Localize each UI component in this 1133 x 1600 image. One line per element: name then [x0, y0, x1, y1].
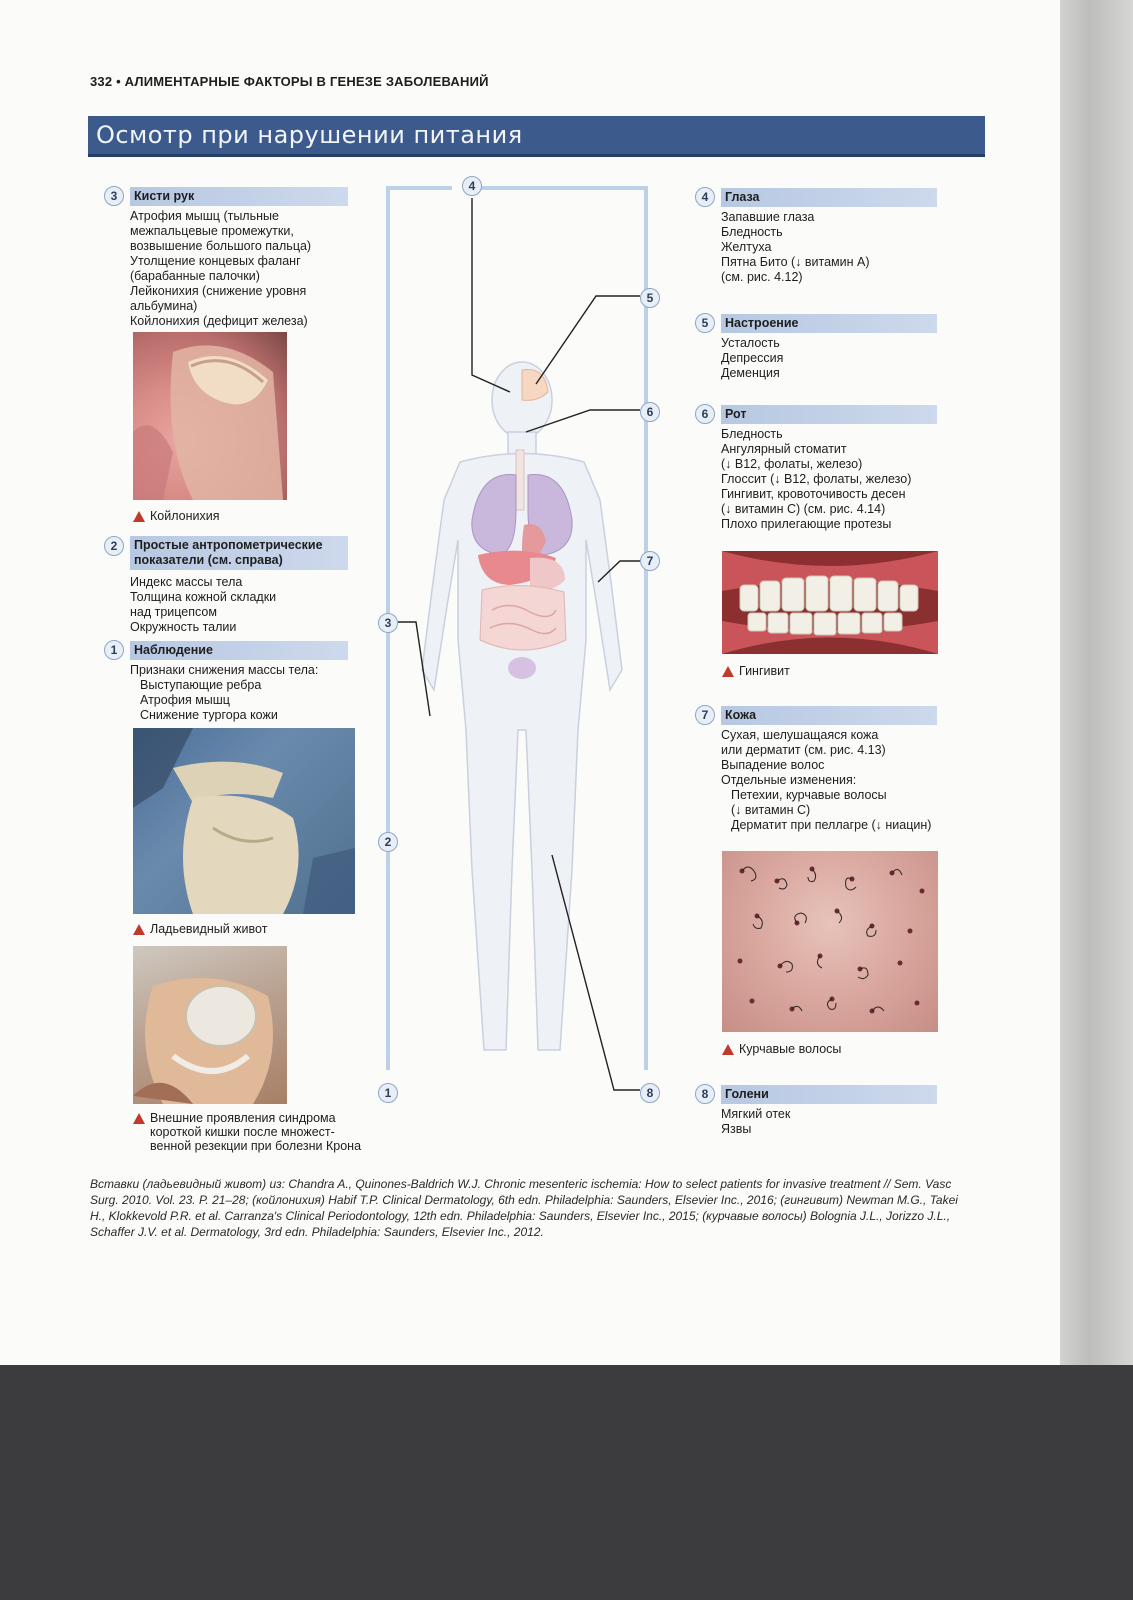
caption-scaphoid-abdomen: Ладьевидный живот	[133, 922, 267, 936]
diagram-marker-5: 5	[640, 288, 660, 308]
photo-curly-hair	[722, 851, 938, 1032]
section-heading: Голени	[721, 1085, 937, 1104]
section-observation	[104, 640, 348, 723]
list-item: Окружность талии	[130, 620, 237, 634]
caption-marker-icon	[133, 511, 145, 522]
teeth-illustration	[722, 551, 938, 654]
list-item: Признаки снижения массы тела:	[130, 663, 319, 677]
list-item: возвышение большого пальца)	[130, 239, 312, 253]
list-item: (барабанные палочки)	[130, 269, 260, 283]
marker-1: 1	[104, 640, 124, 660]
photo-short-bowel	[133, 946, 287, 1104]
section-mouth	[695, 404, 937, 532]
section-heading: Кисти рук	[130, 187, 348, 206]
hair-illustration	[722, 851, 938, 1032]
list-item: Мягкий отек	[721, 1107, 791, 1121]
list-item: Язвы	[721, 1122, 752, 1136]
photo-gingivitis	[722, 551, 938, 654]
section-anthropometry	[104, 536, 348, 635]
diagram-marker-6: 6	[640, 402, 660, 422]
list-item: Глоссит (↓ B12, фолаты, железо)	[721, 472, 912, 486]
image-credits: Вставки (ладьевидный живот) из: Chandra A., Quinones-Baldrich W.J. Chronic mesenteric ischemia: How to select patients for invasive treatment // Sem. Vasc Surg. 2010. Vol. 23. P. 21–28; (койлонихия) Habif T.P. Clinical Dermatology, 6th edn. Philadelphia: Saunders, Elsevier Inc., 2016; (гингивит) Newman M.G., Takei H., Klokkevold P.R. et al. Carranza's Clinical Periodontology, 12th edn. Philadelphia: Saunders, Elsevier Inc., 2015; (курчавые волосы) Bolognia J.L., Jorizzo J.L., Schaffer J.V. et al. Dermatology, 3rd edn. Philadelphia: Saunders, Elsevier Inc., 2012.	[90, 1177, 958, 1239]
list-item: Депрессия	[721, 351, 784, 365]
caption-marker-icon	[133, 1113, 145, 1124]
list-item: Запавшие глаза	[721, 210, 815, 224]
list-item: над трицепсом	[130, 605, 217, 619]
section-skin	[695, 705, 953, 833]
marker-3: 3	[104, 186, 124, 206]
caption-gingivitis: Гингивит	[722, 664, 790, 678]
list-item: Атрофия мышц (тыльные	[130, 209, 279, 223]
item-list	[104, 663, 348, 723]
body-diagram	[360, 170, 700, 1110]
list-item: Выступающие ребра	[140, 678, 262, 692]
list-item: Выпадение волос	[721, 758, 825, 772]
list-item: Койлонихия (дефицит железа)	[130, 314, 308, 328]
diagram-marker-2: 2	[378, 832, 398, 852]
list-item: Отдельные изменения:	[721, 773, 857, 787]
scan-background	[0, 1365, 1133, 1600]
item-list	[695, 336, 937, 381]
diagram-marker-8: 8	[640, 1083, 660, 1103]
marker-2: 2	[104, 536, 124, 556]
list-item: (↓ витамин С) (см. рис. 4.14)	[721, 502, 886, 516]
section-hands	[104, 186, 348, 329]
section-heading: Глаза	[721, 188, 937, 207]
caption-curly-hair: Курчавые волосы	[722, 1042, 841, 1056]
section-heading: Настроение	[721, 314, 937, 333]
caption-marker-icon	[722, 1044, 734, 1055]
marker-4: 4	[695, 187, 715, 207]
list-item: Петехии, курчавые волосы	[731, 788, 887, 802]
diagram-marker-1: 1	[378, 1083, 398, 1103]
section-heading: Наблюдение	[130, 641, 348, 660]
item-list	[695, 210, 937, 285]
list-item: (см. рис. 4.12)	[721, 270, 803, 284]
list-item: Гингивит, кровоточивость десен	[721, 487, 906, 501]
list-item: Утолщение концевых фаланг	[130, 254, 301, 268]
caption-marker-icon	[722, 666, 734, 677]
list-item: Плохо прилегающие протезы	[721, 517, 892, 531]
list-item: Деменция	[721, 366, 780, 380]
list-item: Желтуха	[721, 240, 772, 254]
body-figure	[360, 170, 700, 1110]
running-head: 332 • АЛИМЕНТАРНЫЕ ФАКТОРЫ В ГЕНЕЗЕ ЗАБОЛЕВАНИЙ	[90, 74, 489, 89]
item-list	[104, 575, 348, 635]
list-item: межпальцевые промежутки,	[130, 224, 294, 238]
page-title: Осмотр при нарушении питания	[96, 121, 523, 149]
diagram-marker-3: 3	[378, 613, 398, 633]
marker-5: 5	[695, 313, 715, 333]
list-item: Дерматит при пеллагре (↓ ниацин)	[731, 818, 932, 832]
item-list	[695, 728, 953, 833]
book-gutter	[1060, 0, 1133, 1365]
list-item: Индекс массы тела	[130, 575, 243, 589]
list-item: Толщина кожной складки	[130, 590, 277, 604]
diagram-marker-4: 4	[462, 176, 482, 196]
section-heading: Простые антропометрические показатели (см. справа)	[130, 536, 348, 570]
marker-7: 7	[695, 705, 715, 725]
list-item: Лейконихия (снижение уровня	[130, 284, 307, 298]
marker-6: 6	[695, 404, 715, 424]
list-item: Ангулярный стоматит	[721, 442, 847, 456]
item-list	[695, 1107, 937, 1137]
diagram-marker-7: 7	[640, 551, 660, 571]
abdomen-illustration	[133, 728, 355, 914]
title-bar	[88, 116, 985, 157]
list-item: (↓ витамин С)	[731, 803, 811, 817]
list-item: или дерматит (см. рис. 4.13)	[721, 743, 886, 757]
section-mood	[695, 313, 937, 381]
short-bowel-illustration	[133, 946, 287, 1104]
section-heading: Рот	[721, 405, 937, 424]
list-item: Усталость	[721, 336, 780, 350]
photo-koilonychia	[133, 332, 287, 500]
photo-scaphoid-abdomen	[133, 728, 355, 914]
caption-koilonychia: Койлонихия	[133, 509, 220, 523]
nail-illustration	[133, 332, 287, 500]
list-item: Сухая, шелушащаяся кожа	[721, 728, 879, 742]
item-list	[695, 427, 937, 532]
list-item: (↓ B12, фолаты, железо)	[721, 457, 863, 471]
list-item: Пятна Бито (↓ витамин А)	[721, 255, 870, 269]
section-eyes	[695, 187, 937, 285]
marker-8: 8	[695, 1084, 715, 1104]
list-item: Снижение тургора кожи	[140, 708, 278, 722]
section-heading: Кожа	[721, 706, 937, 725]
list-item: Атрофия мышц	[140, 693, 230, 707]
list-item: альбумина)	[130, 299, 198, 313]
list-item: Бледность	[721, 427, 783, 441]
caption-marker-icon	[133, 924, 145, 935]
list-item: Бледность	[721, 225, 783, 239]
item-list	[104, 209, 348, 329]
caption-short-bowel: Внешние проявления синдрома короткой кишки после множест- венной резекции при болезни Крона	[133, 1111, 361, 1153]
section-shins	[695, 1084, 937, 1137]
